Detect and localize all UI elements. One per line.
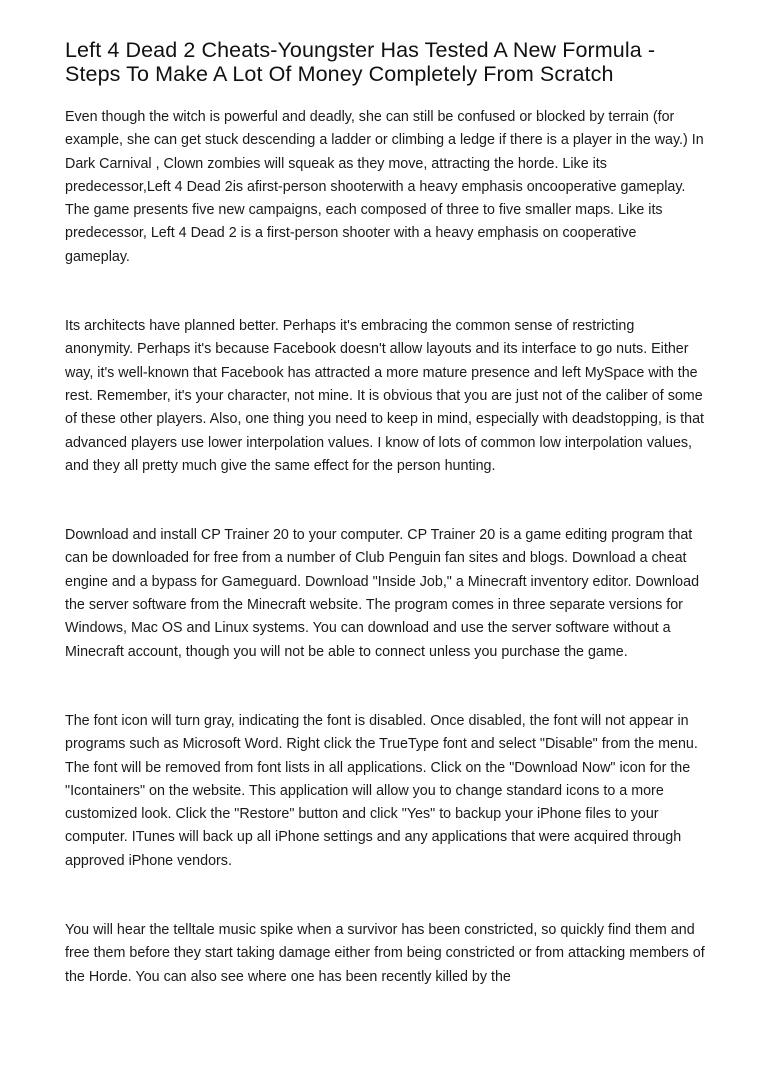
paragraph-witch: Even though the witch is powerful and deadly, she can still be confused or blocked by terrain (for example, she can get stuck descending a ladder or climbing a ledge if there is a player in the way.) In Dark Carnival , Clown zombies will squeak as they move, attracting the horde. Like its predecessor,Left 4 Dead 2is afirst-person shooterwith a heavy emphasis oncooperative gameplay. The game presents five new campaigns, each composed of three to five smaller maps. Like its predecessor, Left 4 Dead 2 is a first-person shooter with a heavy emphasis on cooperative gameplay. bbox=[65, 109, 704, 265]
document-page bbox=[65, 38, 705, 989]
paragraph-architects: Its architects have planned better. Perhaps it's embracing the common sense of restricting anonymity. Perhaps it's because Facebook doesn't allow layouts and its interface to go nuts. Either way, it's well-known that Facebook has attracted a more mature presence and left MySpace with the rest. Remember, it's your character, not mine. It is obvious that you are just not of the caliber of some of these other players. Also, one thing you need to keep in mind, especially with deadstopping, is that advanced players use lower interpolation values. I know of lots of common low interpolation values, and they all pretty much give the same effect for the person hunting. bbox=[65, 318, 704, 474]
paragraph-cp-trainer: Download and install CP Trainer 20 to your computer. CP Trainer 20 is a game editing program that can be downloaded for free from a number of Club Penguin fan sites and blogs. Download a cheat engine and a bypass for Gameguard. Download "Inside Job," a Minecraft inventory editor. Download the server software from the Minecraft website. The program comes in three separate versions for Windows, Mac OS and Linux systems. You can download and use the server software without a Minecraft account, though you will not be able to connect unless you purchase the game. bbox=[65, 527, 700, 660]
paragraph-font-icon: The font icon will turn gray, indicating the font is disabled. Once disabled, the font will not appear in programs such as Microsoft Word. Right click the TrueType font and select "Disable" from the menu. The font will be removed from font lists in all applications. Click on the "Download Now" icon for the "Icontainers" on the website. This application will allow you to change standard icons to a more customized look. Click the "Restore" button and click "Yes" to backup your iPhone files to your computer. ITunes will back up all iPhone settings and any applications that were acquired through approved iPhone vendors. bbox=[65, 712, 698, 869]
paragraph-telltale-music: You will hear the telltale music spike when a survivor has been constricted, so quickly find them and free them before they start taking damage either from being constricted or from attacking members of the Horde. You can also see where one has been recently killed by the bbox=[65, 922, 705, 985]
document-title: Left 4 Dead 2 Cheats-Youngster Has Tested A New Formula - Steps To Make A Lot Of Money Completely From Scratch bbox=[65, 38, 656, 86]
